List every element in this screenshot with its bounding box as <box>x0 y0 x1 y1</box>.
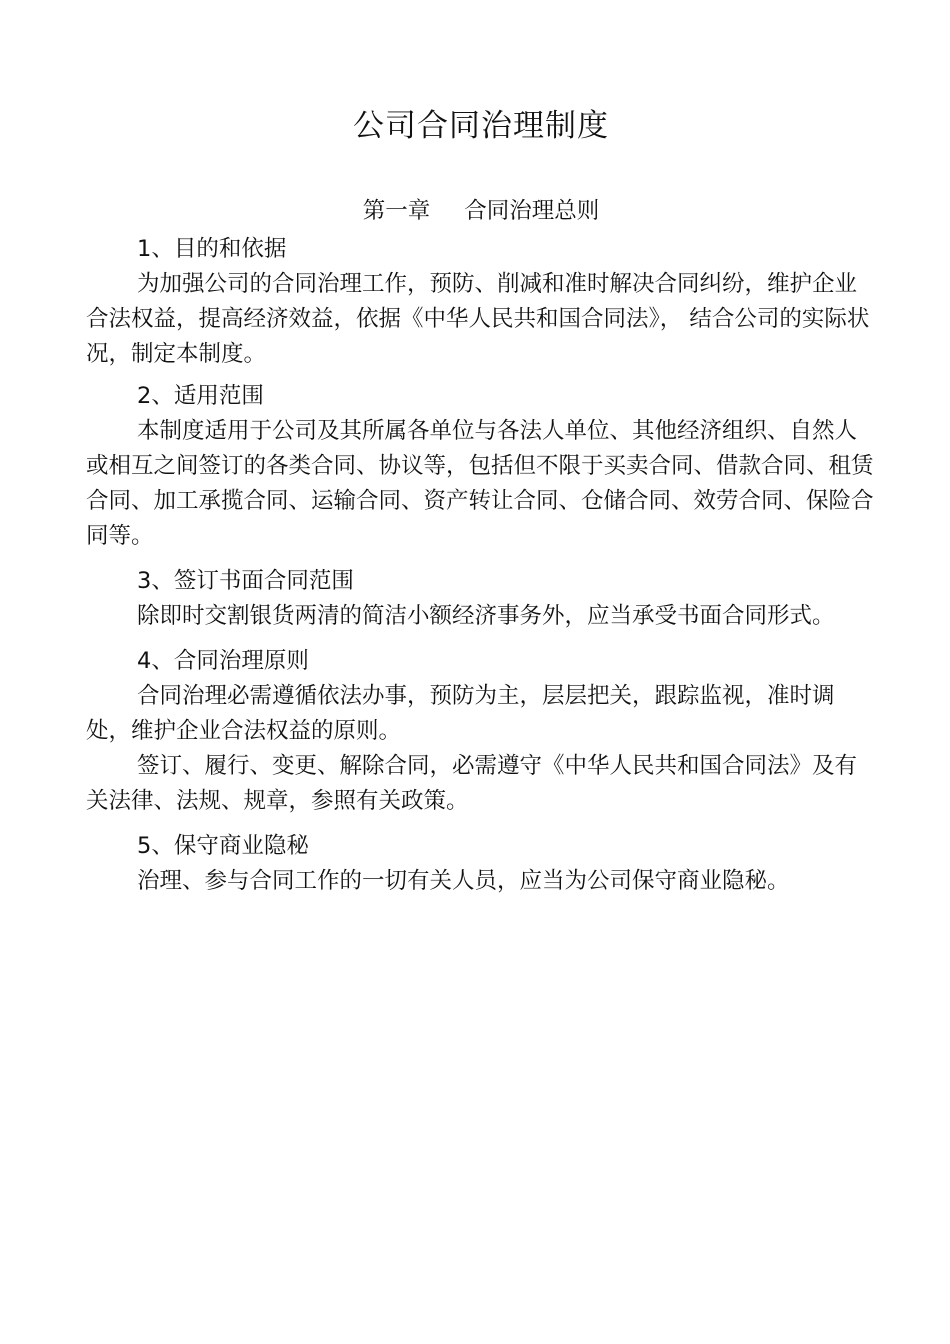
chapter-number: 第一章 <box>362 198 431 224</box>
section-paragraph-written-contract: 除即时交割银货两清的简洁小额经济事务外，应当承受书面合同形式。 <box>137 603 835 629</box>
section-paragraph-confidentiality: 治理、参与合同工作的一切有关人员，应当为公司保守商业隐秘。 <box>137 868 790 894</box>
section-heading-principles: 4、合同治理原则 <box>137 648 309 674</box>
document-body <box>86 194 876 899</box>
document-title: 公司合同治理制度 <box>353 108 609 144</box>
section-heading-scope: 2、适用范围 <box>137 383 264 409</box>
section-paragraph-principles-2: 签订、履行、变更、解除合同，必需遵守《中华人民共和国合同法》及有关法律、法规、规章，参照有关政策。 <box>86 753 858 814</box>
section-paragraph-purpose: 为加强公司的合同治理工作，预防、削减和准时解决合同纠纷，维护企业合法权益，提高经济效益，依据《中华人民共和国合同法》， 结合公司的实际状况，制定本制度。 <box>86 271 870 367</box>
section-paragraph-principles-1: 合同治理必需遵循依法办事，预防为主，层层把关，跟踪监视，准时调处，维护企业合法权益的原则。 <box>86 683 835 744</box>
chapter-name: 合同治理总则 <box>464 198 600 224</box>
section-paragraph-scope: 本制度适用于公司及其所属各单位与各法人单位、其他经济组织、自然人或相互之间签订的各类合同、协议等，包括但不限于买卖合同、借款合同、租赁合同、加工承揽合同、运输合同、资产转让合同、仓储合同、效劳合同、保险合同等。 <box>86 418 874 549</box>
chapter-title <box>86 194 876 229</box>
section-heading-written-contract: 3、签订书面合同范围 <box>137 568 354 594</box>
section-heading-purpose: 1、目的和依据 <box>137 236 287 262</box>
section-heading-confidentiality: 5、保守商业隐秘 <box>137 833 309 859</box>
